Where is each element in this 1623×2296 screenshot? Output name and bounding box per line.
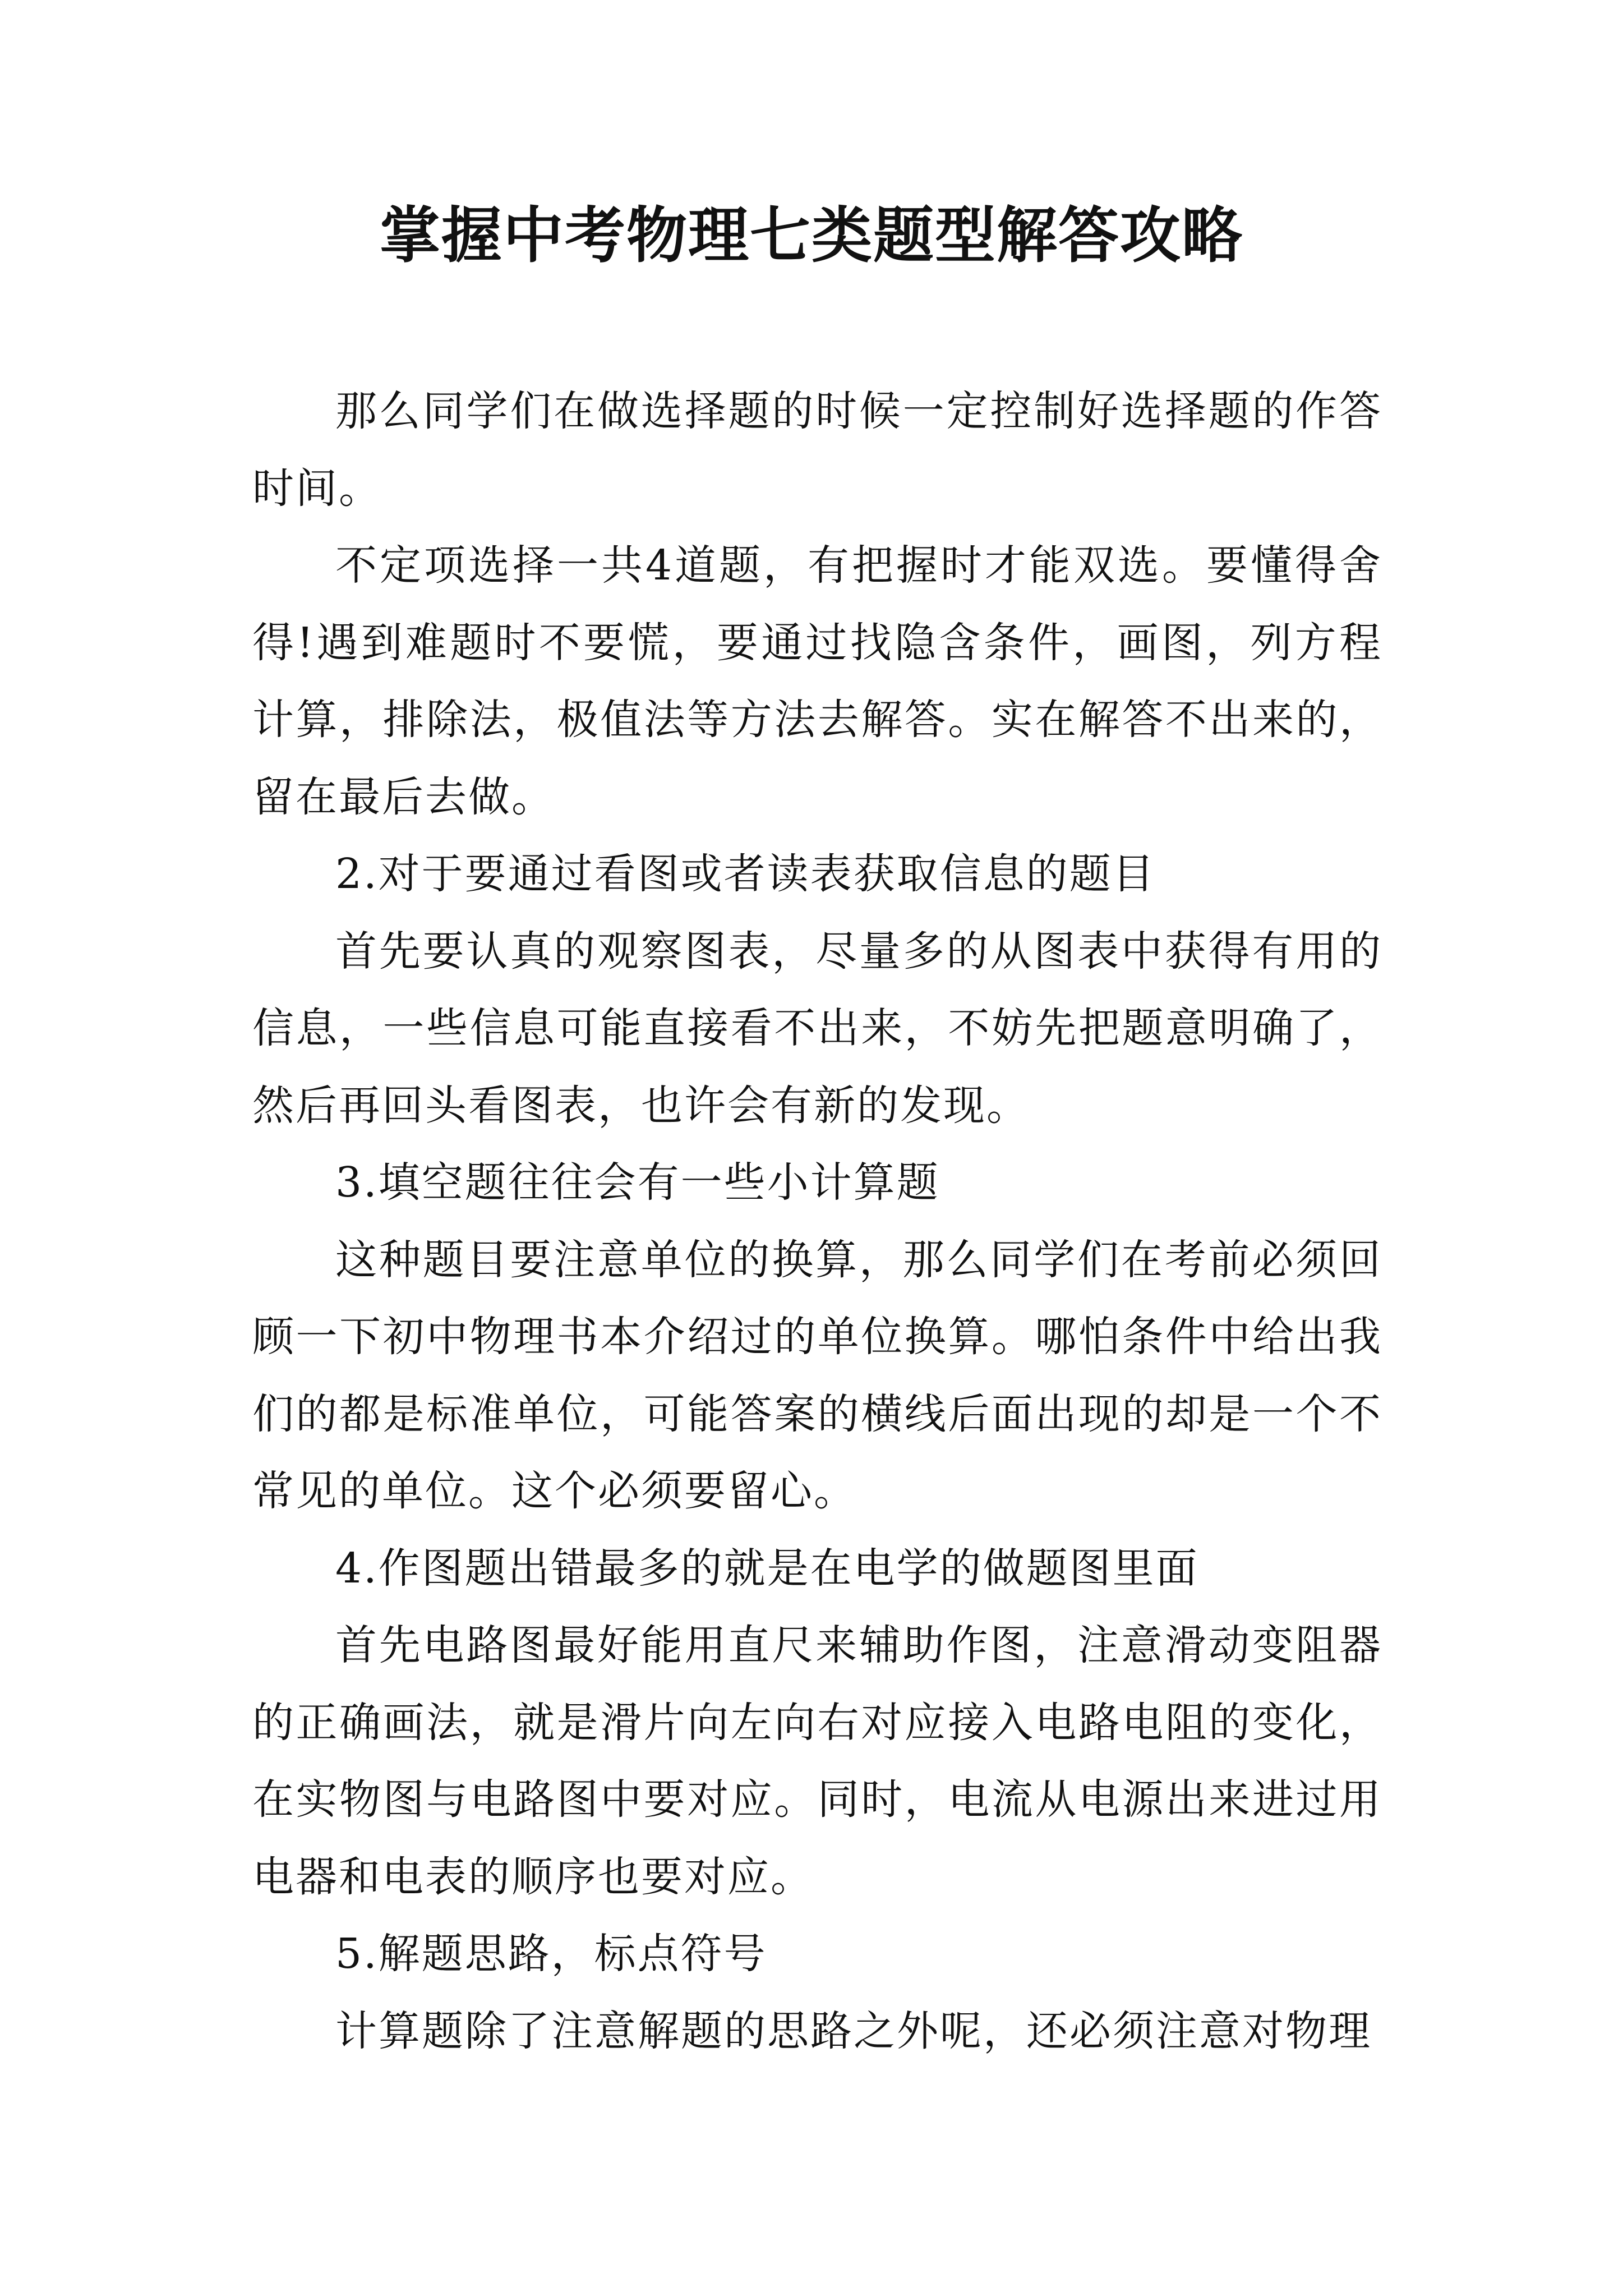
paragraph: 那么同学们在做选择题的时候一定控制好选择题的作答时间。 (252, 387, 1382, 513)
paragraph: 首先电路图最好能用直尺来辅助作图，注意滑动变阻器的正确画法，就是滑片向左向右对应接入电路电阻的变化，在实物图与电路图中要对应。同时，电流从电源出来进过用电器和电表的顺序也要对应。 (252, 1621, 1382, 1901)
document-body (252, 373, 1382, 2070)
section-heading: 2.对于要通过看图或者读表获取信息的题目 (335, 850, 1156, 898)
document-title: 掌握中考物理七类题型解答攻略 (379, 200, 1243, 271)
paragraph: 首先要认真的观察图表，尽量多的从图表中获得有用的信息，一些信息可能直接看不出来，不妨先把题意明确了，然后再回头看图表，也许会有新的发现。 (252, 927, 1382, 1130)
section-heading: 5.解题思路，标点符号 (335, 1930, 767, 1978)
section-heading: 3.填空题往往会有一些小计算题 (335, 1158, 940, 1207)
paragraph: 不定项选择一共4道题，有把握时才能双选。要懂得舍得!遇到难题时不要慌，要通过找隐含条件，画图，列方程计算，排除法，极值法等方法去解答。实在解答不出来的，留在最后去做。 (252, 541, 1382, 821)
paragraph: 这种题目要注意单位的换算，那么同学们在考前必须回顾一下初中物理书本介绍过的单位换算。哪怕条件中给出我们的都是标准单位，可能答案的横线后面出现的却是一个不常见的单位。这个必须要留心。 (252, 1235, 1382, 1515)
section-heading: 4.作图题出错最多的就是在电学的做题图里面 (335, 1544, 1199, 1593)
paragraph: 计算题除了注意解题的思路之外呢，还必须注意对物理 (335, 2007, 1372, 2055)
